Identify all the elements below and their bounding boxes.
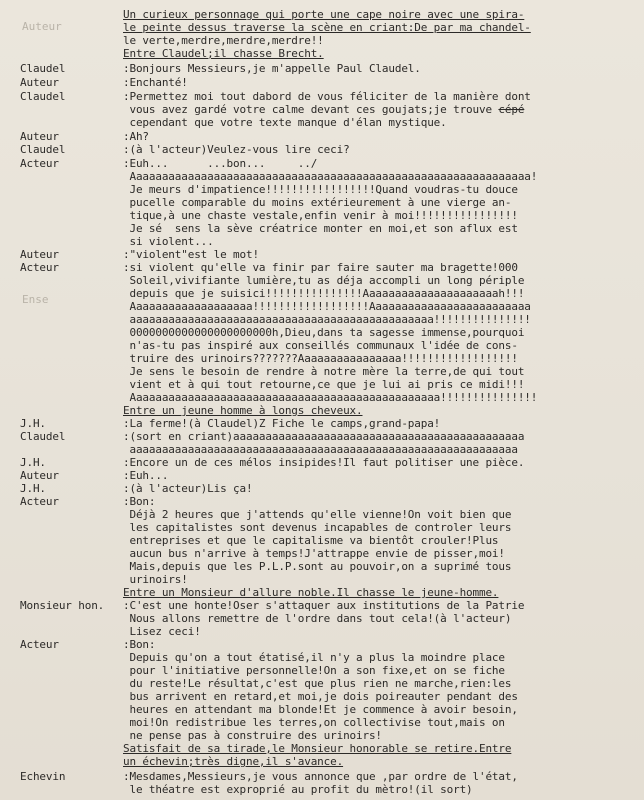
dialogue-line: :Bonjours Messieurs,je m'appelle Paul Claudel. bbox=[123, 62, 421, 75]
dialogue-line: :Enchanté! bbox=[123, 76, 188, 89]
speaker-name: Acteur bbox=[20, 261, 59, 274]
stage-direction: Entre un jeune homme à longs cheveux. bbox=[123, 404, 363, 417]
dialogue-line: moi!On redistribue les terres,on collectivise tout,mais on bbox=[123, 716, 505, 729]
dialogue-line: :Ah? bbox=[123, 130, 149, 143]
stage-direction: le verte,merdre,merdre,merdre!! bbox=[123, 34, 324, 47]
dialogue-line: le théatre est exproprié au profit du mètro!(il sort) bbox=[123, 783, 473, 796]
dialogue-line: aucun bus n'arrive à temps!J'attrappe envie de pisser,moi! bbox=[123, 547, 505, 560]
dialogue-line: :Euh... bbox=[123, 469, 169, 482]
dialogue-line: vient et à qui tout retourne,ce que je lui ai pris ce midi!!! bbox=[123, 378, 525, 391]
speaker-name: Claudel bbox=[20, 62, 66, 75]
speaker-name: J.H. bbox=[20, 482, 46, 495]
dialogue-line: :Mesdames,Messieurs,je vous annonce que ,par ordre de l'état, bbox=[123, 770, 518, 783]
dialogue-line: :(sort en criant)aaaaaaaaaaaaaaaaaaaaaaaaaaaaaaaaaaaaaaaaaaaaa bbox=[123, 430, 525, 443]
dialogue-line: heures en attendant ma blonde!Et je commence à avoir besoin, bbox=[123, 703, 518, 716]
dialogue-line: :(à l'acteur)Lis ça! bbox=[123, 482, 253, 495]
dialogue-line: :(à l'acteur)Veulez-vous lire ceci? bbox=[123, 143, 350, 156]
dialogue-line: :Bon: bbox=[123, 495, 156, 508]
dialogue-line: entreprises et que le capitalisme va bientôt crouler!Plus bbox=[123, 534, 499, 547]
speaker-name: Claudel bbox=[20, 430, 66, 443]
dialogue-line: :si violent qu'elle va finir par faire sauter ma bragette!000 bbox=[123, 261, 518, 274]
dialogue-line: Déjà 2 heures que j'attends qu'elle vienne!On voit bien que bbox=[123, 508, 512, 521]
dialogue-line: Depuis qu'on a tout étatisé,il n'y a plus la moindre place bbox=[123, 651, 505, 664]
speaker-name: J.H. bbox=[20, 417, 46, 430]
dialogue-line: du reste!Le résultat,c'est que plus rien ne marche,rien:les bbox=[123, 677, 512, 690]
dialogue-line: pucelle comparable du moins extérieurement à une vierge an- bbox=[123, 196, 512, 209]
dialogue-line: Aaaaaaaaaaaaaaaaaaa!!!!!!!!!!!!!!!!!!Aaaaaaaaaaaaaaaaaaaaaaaaa bbox=[123, 300, 531, 313]
dialogue-line: Nous allons remettre de l'ordre dans tout cela!(à l'acteur) bbox=[123, 612, 512, 625]
dialogue-line: si violent... bbox=[123, 235, 214, 248]
dialogue-line: Mais,depuis que les P.L.P.sont au pouvoir,on a suprimé tous bbox=[123, 560, 512, 573]
dialogue-line: aaaaaaaaaaaaaaaaaaaaaaaaaaaaaaaaaaaaaaaaaaaaaaaaaaaaaaaaaaaa bbox=[123, 443, 518, 456]
dialogue-line: :Euh... ...bon... ../ bbox=[123, 157, 318, 170]
dialogue-line: :Encore un de ces mélos insipides!Il faut politiser une pièce. bbox=[123, 456, 525, 469]
speaker-name: Auteur bbox=[20, 130, 59, 143]
speaker-name: Claudel bbox=[20, 143, 66, 156]
speaker-name: Acteur bbox=[20, 638, 59, 651]
speaker-name: Auteur bbox=[20, 76, 59, 89]
stage-direction: le peinte dessus traverse la scène en criant:De par ma chandel- bbox=[123, 21, 531, 34]
dialogue-line: tique,à une chaste vestale,enfin venir à moi!!!!!!!!!!!!!!!! bbox=[123, 209, 518, 222]
speaker-name: Auteur bbox=[20, 248, 59, 261]
dialogue-line: cependant que votre texte manque d'élan mystique. bbox=[123, 116, 447, 129]
stage-direction: Un curieux personnage qui porte une cape noire avec une spira- bbox=[123, 8, 525, 21]
stage-direction: Entre un Monsieur d'allure noble.Il chasse le jeune-homme. bbox=[123, 586, 499, 599]
stage-direction: Satisfait de sa tirade,le Monsieur honorable se retire.Entre bbox=[123, 742, 512, 755]
stage-direction: Entre Claudel;il chasse Brecht. bbox=[123, 47, 324, 60]
dialogue-line: :C'est une honte!Oser s'attaquer aux institutions de la Patrie bbox=[123, 599, 525, 612]
dialogue-line: truire des urinoirs???????Aaaaaaaaaaaaaaaa!!!!!!!!!!!!!!!!!! bbox=[123, 352, 518, 365]
speaker-name: Echevin bbox=[20, 770, 66, 783]
dialogue-line: aaaaaaaaaaaaaaaaaaaaaaaaaaaaaaaaaaaaaaaaaaaaaaa!!!!!!!!!!!!!!! bbox=[123, 313, 531, 326]
dialogue-line: depuis que je suisici!!!!!!!!!!!!!!!Aaaaaaaaaaaaaaaaaaaaah!!! bbox=[123, 287, 525, 300]
dialogue-line: Soleil,vivifiante lumière,tu as déja accompli un long périple bbox=[123, 274, 525, 287]
dialogue-line: Je sens le besoin de rendre à notre mère la terre,de qui tout bbox=[123, 365, 525, 378]
dialogue-line: les capitalistes sont devenus incapables de controler leurs bbox=[123, 521, 512, 534]
dialogue-line: Lisez ceci! bbox=[123, 625, 201, 638]
dialogue-line: urinoirs! bbox=[123, 573, 188, 586]
dialogue-line: Aaaaaaaaaaaaaaaaaaaaaaaaaaaaaaaaaaaaaaaaaaaaaaaa!!!!!!!!!!!!!!! bbox=[123, 391, 538, 404]
speaker-name: Acteur bbox=[20, 495, 59, 508]
dialogue-line: Je sé sens la sève créatrice monter en moi,et son aflux est bbox=[123, 222, 518, 235]
dialogue-line: vous avez gardé votre calme devant ces goujats;je trouve cépé bbox=[123, 103, 525, 116]
dialogue-line: :Bon: bbox=[123, 638, 156, 651]
speaker-name: J.H. bbox=[20, 456, 46, 469]
struck-word: cépé bbox=[498, 103, 525, 116]
speaker-name: Monsieur hon. bbox=[20, 599, 105, 612]
show-through-text: Ense bbox=[22, 293, 49, 306]
dialogue-line: pour l'initiative personnelle!On a son fixe,et on se fiche bbox=[123, 664, 505, 677]
show-through-text: Auteur bbox=[22, 20, 62, 33]
dialogue-line: :La ferme!(à Claudel)Z Fiche le camps,grand-papa! bbox=[123, 417, 441, 430]
dialogue-line: bus arrivent en retard,et moi,je dois poireauter pendant des bbox=[123, 690, 518, 703]
dialogue-line: :Permettez moi tout dabord de vous féliciter de la manière dont bbox=[123, 90, 531, 103]
speaker-name: Auteur bbox=[20, 469, 59, 482]
dialogue-line: n'as-tu pas inspiré aux conseillés communaux l'idée de cons- bbox=[123, 339, 518, 352]
dialogue-line: 0000000000000000000000h,Dieu,dans ta sagesse immense,pourquoi bbox=[123, 326, 525, 339]
speaker-name: Acteur bbox=[20, 157, 59, 170]
dialogue-line: Je meurs d'impatience!!!!!!!!!!!!!!!!!Quand voudras-tu douce bbox=[123, 183, 518, 196]
stage-direction: un échevin;très digne,il s'avance. bbox=[123, 755, 344, 768]
dialogue-line: Aaaaaaaaaaaaaaaaaaaaaaaaaaaaaaaaaaaaaaaaaaaaaaaaaaaaaaaaaaaaaa! bbox=[123, 170, 538, 183]
dialogue-line: ne pense pas à construire des urinoirs! bbox=[123, 729, 382, 742]
speaker-name: Claudel bbox=[20, 90, 66, 103]
dialogue-line: :"violent"est le mot! bbox=[123, 248, 259, 261]
